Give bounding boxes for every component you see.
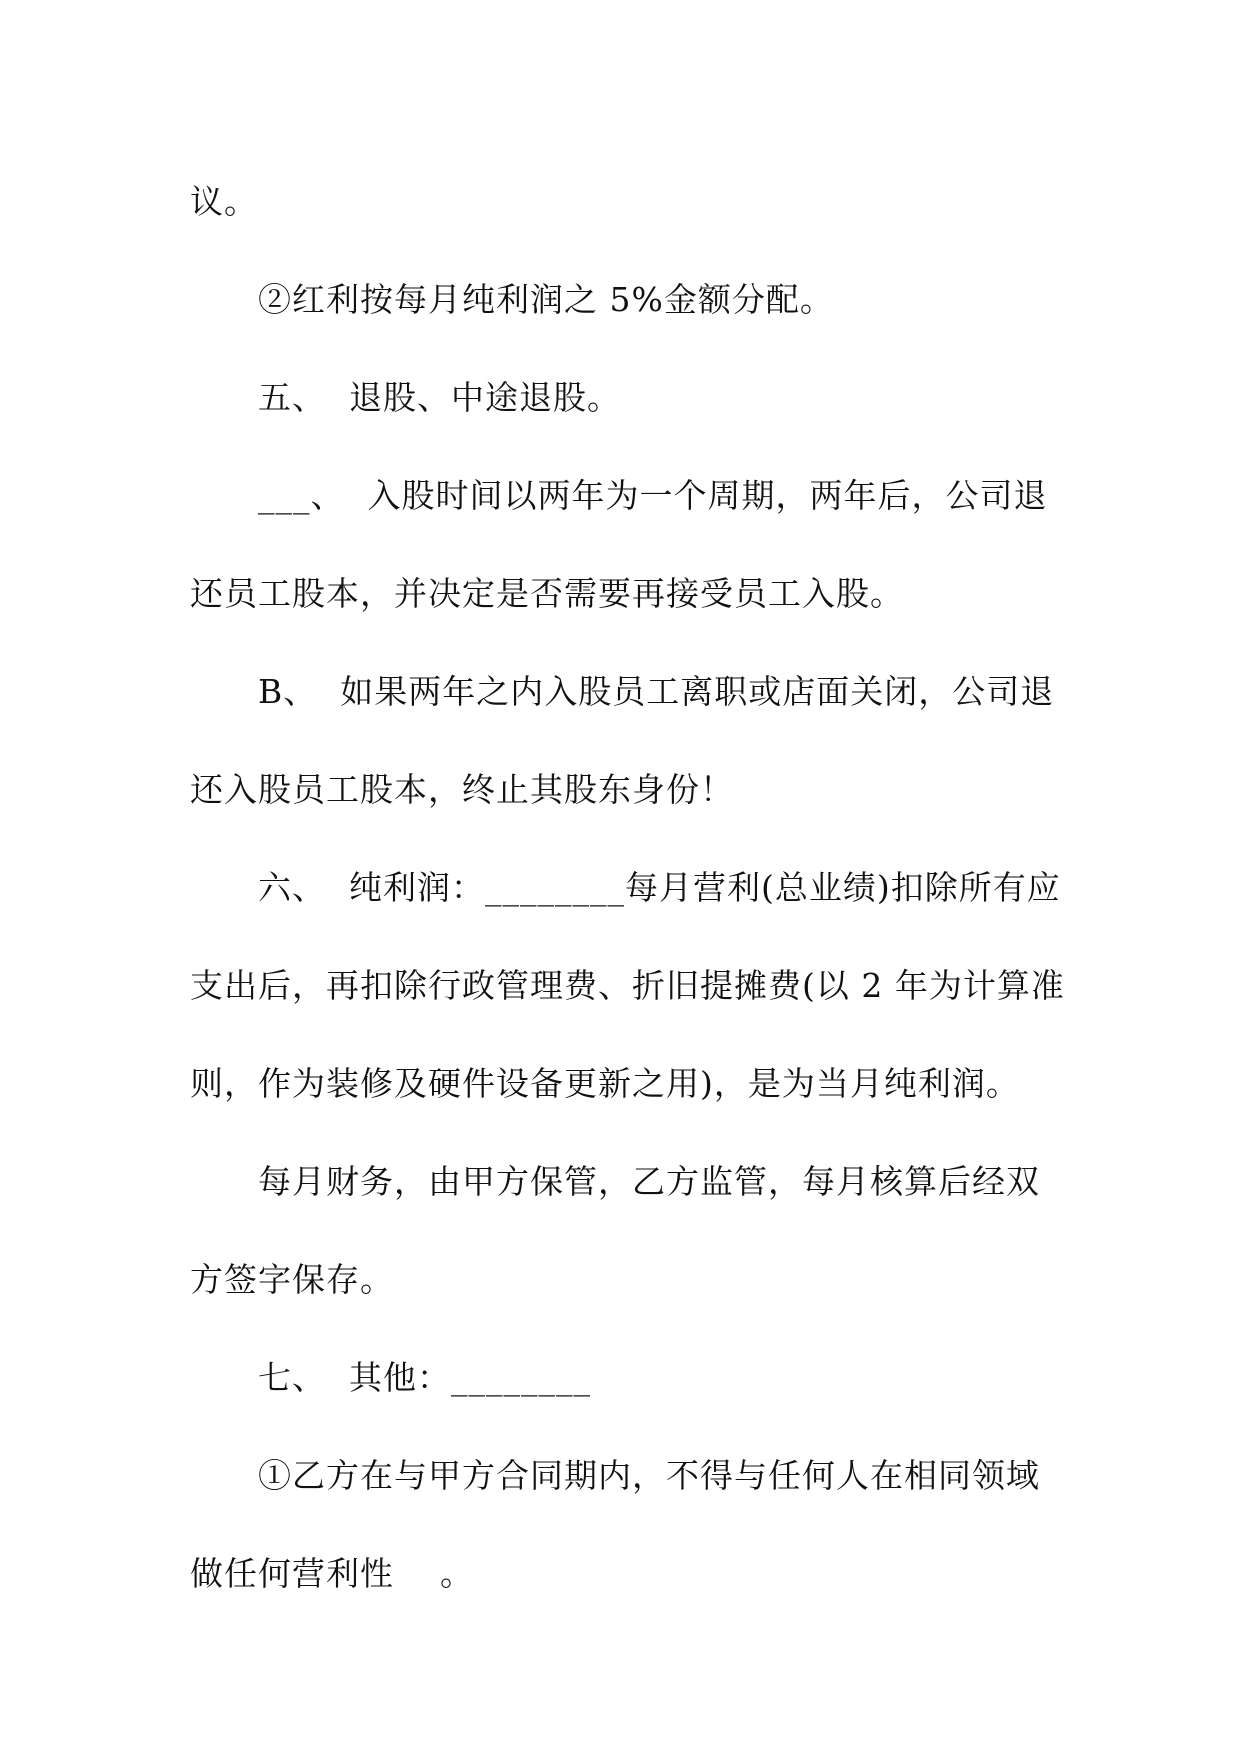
dividend-clause: ②红利按每月纯利润之 5%金额分配。: [258, 280, 834, 319]
section-heading-withdrawal: 五、 退股、中途退股。: [258, 378, 621, 417]
finance-clause: 每月财务，由甲方保管，乙方监管，每月核算后经双: [258, 1162, 1040, 1201]
clause-b-line: B、 如果两年之内入股员工离职或店面关闭，公司退: [258, 672, 1055, 711]
clause-a-line: ___、 入股时间以两年为一个周期，两年后，公司退: [258, 476, 1048, 515]
clause-b-continuation: 还入股员工股本，终止其股东身份！: [190, 770, 734, 809]
section-heading-net-profit: 六、 纯利润：________每月营利(总业绩)扣除所有应: [258, 868, 1061, 907]
other-clause-1-continuation: 做任何营利性 。: [190, 1554, 474, 1593]
net-profit-continuation-1: 支出后，再扣除行政管理费、折旧提摊费(以 2 年为计算准: [190, 966, 1065, 1005]
finance-clause-continuation: 方签字保存。: [190, 1260, 394, 1299]
net-profit-continuation-2: 则，作为装修及硬件设备更新之用)，是为当月纯利润。: [190, 1064, 1020, 1103]
other-clause-1: ①乙方在与甲方合同期内，不得与任何人在相同领域: [258, 1456, 1040, 1495]
paragraph-line: 议。: [190, 182, 258, 221]
clause-a-continuation: 还员工股本，并决定是否需要再接受员工入股。: [190, 574, 904, 613]
section-heading-other: 七、 其他：________: [258, 1358, 591, 1397]
